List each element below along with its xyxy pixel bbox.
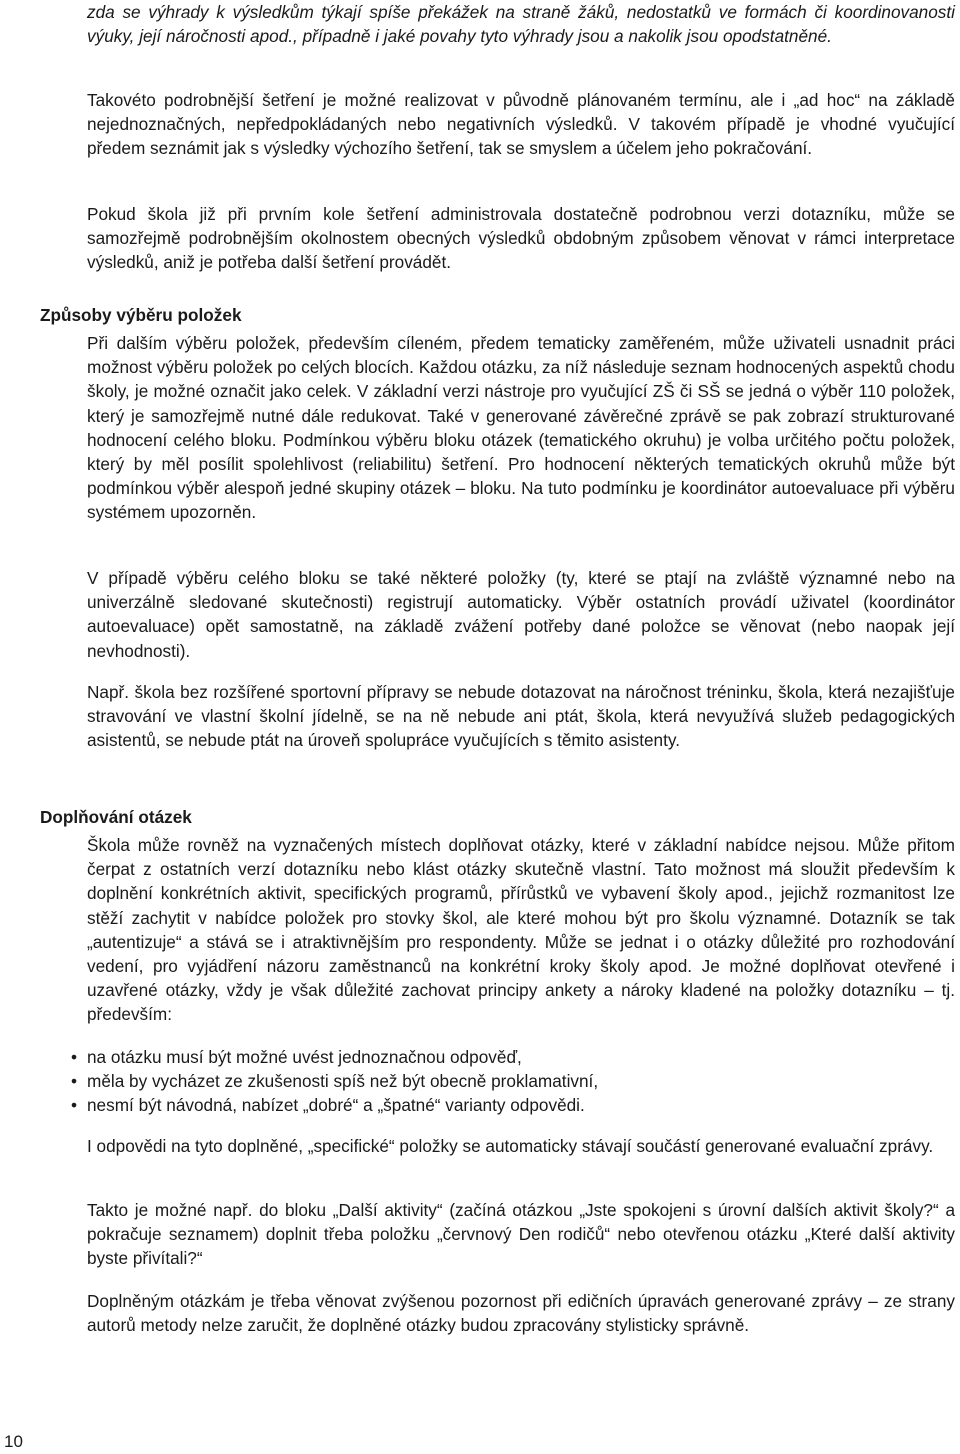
paragraph-detailed-survey: Takovéto podrobnější šetření je možné realizovat v původně plánovaném termínu, ale i „ad hoc“ na základě nejednoznačných, nepředpokládaných nebo negativních výsledků. V takovém případě je vhodné vyučující předem seznámit jak s výsledky výchozího šetření, tak se smyslem a účelem jeho pokračování. xyxy=(87,90,955,159)
paragraph-example: Např. škola bez rozšířené sportovní přípravy se nebude dotazovat na náročnost tréninku, škola, která nezajišťuje stravování ve vlastní školní jídelně, se na ně nebude ani ptát, škola, která nevyužívá služeb pedagogických asistentů, se nebude ptát na úroveň spolupráce vyučujících s těmito asistenty. xyxy=(87,682,955,751)
paragraph-first-round: Pokud škola již při prvním kole šetření administrovala dostatečně podrobnou verzi dotazníku, může se samozřejmě podrobnějším okolnostem obecných výsledků obdobným způsobem věnovat v rámci interpretace výsledků, aniž je potřeba další šetření provádět. xyxy=(87,204,955,273)
section-heading-item-selection: Způsoby výběru položek xyxy=(40,305,242,325)
list-item-text: nesmí být návodná, nabízet „dobré“ a „špatné“ varianty odpovědi. xyxy=(87,1095,585,1116)
paragraph-example-activities: Takto je možné např. do bloku „Další aktivity“ (začíná otázkou „Jste spokojeni s úrovní dalších aktivit školy?“ a pokračuje seznamem) doplnit třeba položku „červnový Den rodičů“ nebo otevřenou otázku „Které další aktivity byste přivítali?“ xyxy=(87,1200,955,1269)
list-item xyxy=(71,1093,955,1117)
page-number: 10 xyxy=(4,1432,23,1451)
list-item-text: měla by vycházet ze zkušenosti spíš než být obecně proklamativní, xyxy=(87,1071,599,1092)
list-item xyxy=(71,1069,955,1093)
requirements-list xyxy=(71,1045,955,1118)
paragraph-whole-block: V případě výběru celého bloku se také některé položky (ty, které se ptají na zvláště významné nebo na univerzálně sledované skutečnosti) registrují automaticky. Výběr ostatních provádí uživatel (koordinátor autoevaluace) opět samostatně, na základě zvážení potřeby dané položce se věnovat (nebo naopak její nevhodnosti). xyxy=(87,568,955,661)
intro-paragraph: zda se výhrady k výsledkům týkají spíše překážek na straně žáků, nedostatků ve formách či koordinovanosti výuky, její náročnosti apod., případně i jaké povahy tyto výhrady jsou a nakolik jsou opodstatněné. xyxy=(87,2,955,47)
bullet-icon: • xyxy=(71,1095,78,1116)
bullet-icon: • xyxy=(71,1071,78,1092)
paragraph-adding-questions: Škola může rovněž na vyznačených místech doplňovat otázky, které v základní nabídce nejsou. Může přitom čerpat z ostatních verzí dotazníku nebo klást otázky skutečně vlastní. Tato možnost má sloužit především k doplnění konkrétních aktivit, specifických programů, přírůstků ve vybavení školy apod., jejichž rozmanitost lze stěží zachytit v nabídce položek pro stovky škol, ale které mohou být pro školu významné. Dotazník se tak „autentizuje“ a stává se i atraktivnějším pro respondenty. Může se jednat i o otázky důležité pro rozhodování vedení, pro vyjádření názoru zaměstnanců na konkrétní kroky školy apod. Je možné doplňovat otevřené i uzavřené otázky, vždy je však důležité zachovat principy ankety a nároky kladené na položky dotazníku – tj. především: xyxy=(87,835,955,1025)
section-heading-adding-questions: Doplňování otázek xyxy=(40,807,192,827)
list-item xyxy=(71,1045,955,1069)
bullet-icon: • xyxy=(71,1047,78,1067)
list-item-text: na otázku musí být možné uvést jednoznačnou odpověď, xyxy=(87,1047,522,1067)
paragraph-specific-items: I odpovědi na tyto doplněné, „specifické“ položky se automaticky stávají součástí generované evaluační zprávy. xyxy=(87,1136,934,1156)
paragraph-block-selection: Při dalším výběru položek, především cíleném, předem tematicky zaměřeném, může uživateli usnadnit práci možnost výběru položek po celých blocích. Každou otázku, za níž následuje seznam hodnocených aspektů chodu školy, je možné označit jako celek. V základní verzi nástroje pro vyučující ZŠ či SŠ se jedná o výběr 110 položek, který je samozřejmě nutné dále redukovat. Také v generované závěrečné zprávě se pak zobrazí strukturované hodnocení celého bloku. Podmínkou výběru bloku otázek (tematického okruhu) je volba určitého počtu položek, který by měl posílit spolehlivost (reliabilitu) šetření. Pro hodnocení některých tematických okruhů může být podmínkou výběr alespoň jedné skupiny otázek – bloku. Na tuto podmínku je koordinátor autoevaluace při výběru systémem upozorněn. xyxy=(87,333,955,523)
paragraph-editing-note: Doplněným otázkám je třeba věnovat zvýšenou pozornost při edičních úpravách generované zprávy – ze strany autorů metody nelze zaručit, že doplněné otázky budou zpracovány stylisticky správně. xyxy=(87,1291,955,1336)
